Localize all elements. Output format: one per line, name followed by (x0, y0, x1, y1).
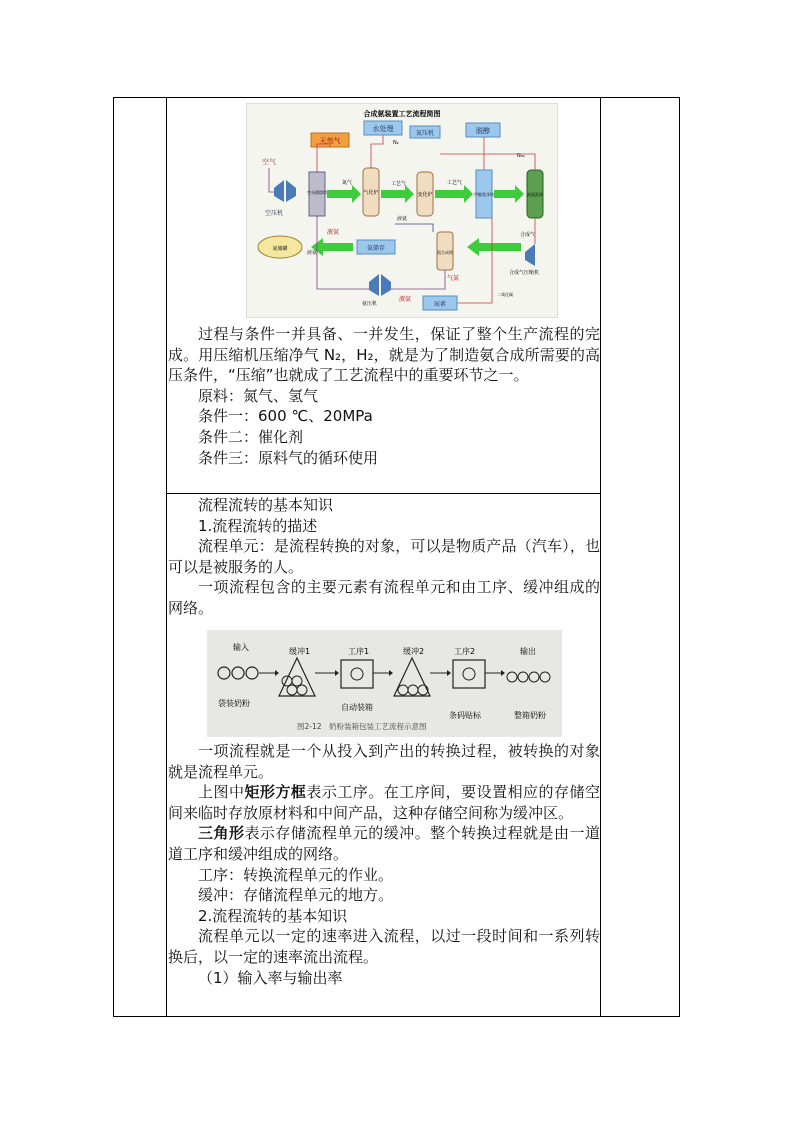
p4-suffix: 表示工序。在工序间，要设置相应的存储空间来临时存放原材料和中间产品，这种存储空间称为缓冲区。 (168, 783, 600, 822)
section2-paragraph-2: 一项流程包含的主要元素有流程单元和由工序、缓冲组成的网络。 (168, 578, 600, 617)
section2-subheading-2: 2.流程流转的基本知识 (198, 906, 348, 925)
section2-subheading-1: 1.流程流转的描述 (198, 516, 318, 535)
air-separation-label: 空分精馏塔 (307, 190, 327, 195)
fig2-input-label: 输入 (233, 643, 249, 652)
gasifier-label: 气化炉 (363, 190, 379, 196)
section2-paragraph-8: 流程单元以一定的速率进入流程，以过一段时间和一系列转换后，以一定的速率流出流程。 (168, 927, 600, 966)
natural-gas-label: 天然气 (319, 137, 341, 145)
synthesis-gas-label: 合成气 (520, 232, 536, 238)
n2-label: N₂ (393, 140, 399, 146)
synthesis-tower-label: 氨合成塔 (437, 250, 453, 255)
section2-paragraph-7: 缓冲：存储流程单元的地方。 (198, 886, 394, 905)
liquid-ammonia1-label: 液氨 (327, 229, 340, 236)
row-divider (166, 493, 600, 494)
liquid-ammonia4-label: 液氨 (399, 296, 412, 303)
section2-paragraph-9: （1）输入率与输出率 (198, 968, 343, 987)
liquid-ammonia3-label: 液氨 (307, 250, 318, 256)
air-compressor-label: 空压机 (265, 210, 284, 217)
purifier-label: 甲醇洗净塔 (474, 192, 494, 197)
section2-heading: 流程流转的基本知识 (198, 496, 334, 514)
section1-condition-3: 条件三：原料气的循环使用 (198, 448, 379, 467)
fig2-buffer2-label: 缓冲2 (403, 647, 425, 656)
fig2-auto-box-label: 自动装箱 (341, 703, 373, 712)
row2-content-lower (168, 741, 600, 988)
fig2-boxed-label: 整箱奶粉 (514, 711, 546, 720)
liquid-ammonia2-label: 液氨 (397, 216, 408, 222)
section1-raw-materials: 原料：氮气、氢气 (198, 386, 319, 405)
air-label: 空气 (262, 158, 276, 166)
liquid-n-wash-label: 液氮洗涤 (527, 192, 543, 197)
ammonia-compressor-label: 氨压机 (362, 301, 378, 307)
p4-bold-term: 矩形方框 (244, 783, 307, 802)
section2-paragraph-3: 一项流程就是一个从投入到产出的转换过程，被转换的对象就是流程单元。 (168, 742, 600, 781)
fig2-barcode-label: 条码贴标 (449, 711, 481, 720)
fig2-output-label: 输出 (520, 647, 536, 656)
n80-label: N₈₀ (517, 153, 525, 159)
co2-label: 二氧化碳 (497, 292, 513, 297)
p4-prefix: 上图中 (198, 783, 245, 802)
row2-content (168, 495, 600, 619)
section2-paragraph-6: 工序：转换流程单元的作业。 (198, 865, 394, 884)
water-treatment-label: 水处理 (372, 125, 394, 133)
nitrogen-label: 氮气 (342, 180, 353, 186)
section1-paragraph-1: 过程与条件一并具备、一并发生，保证了整个生产流程的完成。用压缩机压缩净气 N₂，H₂，就是为了制造氨合成所需要的高压条件，“压缩”也就成了工艺流程中的重要环节之一。 (168, 325, 600, 385)
section1-condition-2: 条件二：催化剂 (198, 427, 304, 446)
column-divider-right (600, 98, 601, 1016)
converter-label: 变化炉 (417, 192, 433, 198)
desulfur-label: 脱醇 (476, 127, 490, 135)
urea-label: 尿素 (433, 301, 447, 308)
fig2-process2-label: 工序2 (454, 647, 476, 656)
lesson-table (113, 97, 680, 1017)
section1-condition-1: 条件一：600 ℃、20MPa (198, 407, 373, 426)
section2-paragraph-1: 流程单元：是流程转换的对象，可以是物质产品（汽车），也可以是被服务的人。 (168, 537, 600, 576)
section2-paragraph-4 (168, 782, 600, 823)
fig2-buffer1-label: 缓冲1 (289, 647, 311, 656)
p5-bold-term: 三角形 (198, 824, 245, 843)
gas-ammonia-label: 气氨 (447, 275, 460, 282)
fig2-bagged-label: 袋装奶粉 (218, 699, 250, 708)
section2-paragraph-5 (168, 823, 600, 864)
process-gas2-label: 工艺气 (447, 180, 463, 186)
syn-compressor-label: 合成气压缩机 (509, 270, 540, 276)
fig2-caption: 图2-12 奶粉装箱包装工艺流程示意图 (297, 722, 427, 731)
figure1-title: 合成氨装置工艺流程简图 (363, 110, 441, 118)
ammonia-storage-label: 氨储存 (366, 245, 386, 252)
column-divider-left (166, 98, 167, 1016)
fig2-process1-label: 工序1 (348, 647, 370, 656)
process-gas1-label: 工艺气 (391, 181, 407, 187)
p5-suffix: 表示存储流程单元的缓冲。整个转换过程就是由一道道工序和缓冲组成的网络。 (168, 824, 600, 863)
ammonia-process-diagram (246, 103, 558, 318)
ammonia-tank-label: 氨储罐 (272, 246, 288, 252)
milk-powder-packaging-diagram (207, 630, 562, 737)
compressor-n-label: 氮压机 (415, 130, 435, 137)
